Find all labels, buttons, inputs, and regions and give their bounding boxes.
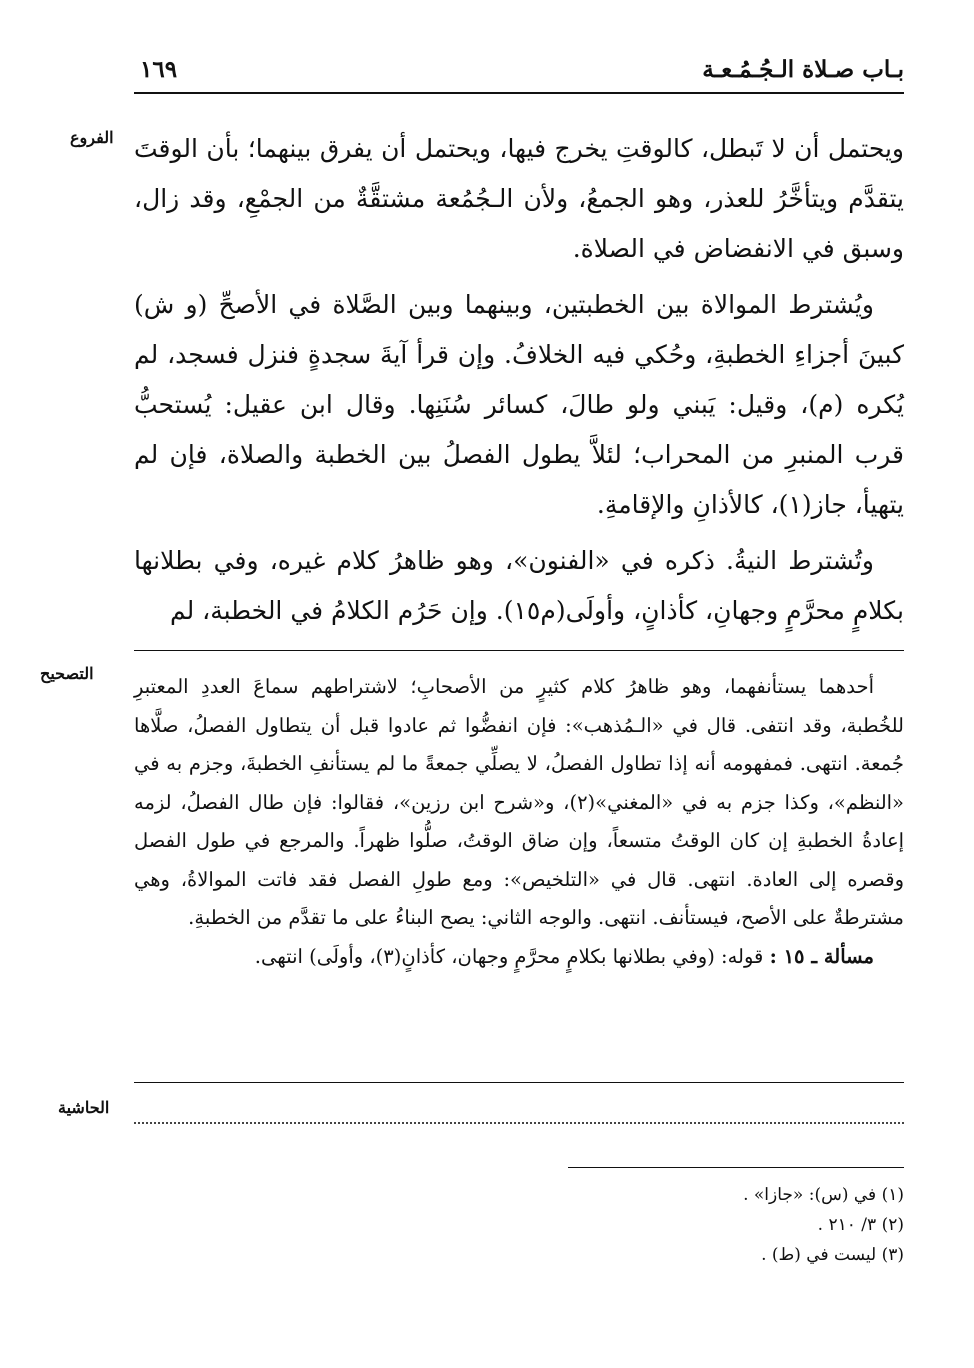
main-paragraph: وتُشترط النيةُ. ذكره في «الفنون»، وهو ظاهرُ كلام غيره، وفي بطلانها بكلامٍ محرَّمٍ وجهانِ، كأذانٍ، وأولَى(م١٥). وإن حَرُم الكلامُ في الخطبة، لم: [134, 546, 904, 625]
section-divider: [134, 650, 904, 651]
main-paragraph: ويُشترط الموالاة بين الخطبتين، وبينهما وبين الصَّلاة في الأصحِّ (و ش) كبينَ أجزاءِ الخطبةِ، وحُكي فيه الخلافُ. وإن قرأ آيةَ سجدةٍ فنزل فسجد، لم يُكره (م)، وقيل: يَبني ولو طالَ، كسائر سُنَنِها. وقال ابن عقيل: يُستحبُّ قرب المنبرِ من المحراب؛ لئلاَّ يطول الفصلُ بين الخطبة والصلاة، فإن لم يتهيأ، جاز(١)، كالأذانِ والإقامةِ.: [134, 290, 904, 519]
footnote: (١) في (س): «جازا» .: [743, 1185, 904, 1205]
footnote-divider: [568, 1167, 904, 1168]
masala-text: قوله: (وفي بطلانها بكلامٍ محرَّمٍ وجهان، كأذانٍ(٣)، وأولَى) انتهى.: [254, 944, 764, 968]
section-divider: [134, 1082, 904, 1083]
footnotes: [134, 1180, 904, 1270]
footnote: (٢) ٣/ ٢١٠ .: [817, 1215, 904, 1235]
section-label-hashiya: الحاشية: [58, 1098, 110, 1117]
tashih-paragraph: أحدهما يستأنفهما، وهو ظاهرُ كلام كثيرٍ من الأصحابِ؛ لاشتراطهم سماعَ العددِ المعتبرِ للخُطبة، وقد انتفى. قال في «الـمُذهب»: فإن انفضُّوا ثم عادوا قبل أن يتطاول الفصلُ، صلَّاها جُمعة. انتهى. فمفهومه أنه إذا تطاول الفصلُ، لا يصلِّي جمعةً ما لم يستأنفِ الخطبةَ، وجزم به في «النظم»، وكذا جزم به في «المغني»(٢)، و«شرح ابن رزين»، فقالوا: فإن طال الفصلُ، لزمه إعادةُ الخطبةِ إن كان الوقتُ متسعاً، وإن ضاق الوقتُ، صلُّوا ظهراً. والمرجع في طول الفصل وقصره إلى العادة. انتهى. قال في «التلخيص»: ومع طولِ الفصل فقد فاتت الموالاةُ، وهي مشترطةٌ على الأصح، فيستأنف. انتهى. والوجه الثاني: يصح البناءُ على ما تقدَّم من الخطبةِ.: [134, 675, 904, 929]
page-header: [134, 48, 904, 94]
masala-label: مسألة ـ ١٥ :: [769, 944, 874, 968]
masala-paragraph: [134, 938, 904, 977]
main-paragraph: ويحتمل أن لا تَبطل، كالوقتِ يخرج فيها، ويحتمل أن يفرق بينهما؛ بأن الوقتَ يتقدَّم ويتأخَّرُ للعذر، وهو الجمعُ، ولأن الـجُمُعة مشتقَّةٌ من الجمْعِ، وقد زال، وسبق في الانفضاض في الصلاة.: [134, 134, 904, 263]
main-text: [134, 124, 904, 642]
tashih-text: [134, 668, 904, 976]
hashiya-dotted-line: [134, 1122, 904, 1124]
footnote: (٣) ليست في (ط) .: [761, 1245, 904, 1265]
page-number: ١٦٩: [140, 56, 178, 83]
section-label-furu: الفروع: [70, 128, 114, 147]
section-label-tashih: التصحيح: [40, 664, 94, 683]
running-title: بـاب صـلاة الـجُـمُـعـة: [702, 56, 904, 83]
